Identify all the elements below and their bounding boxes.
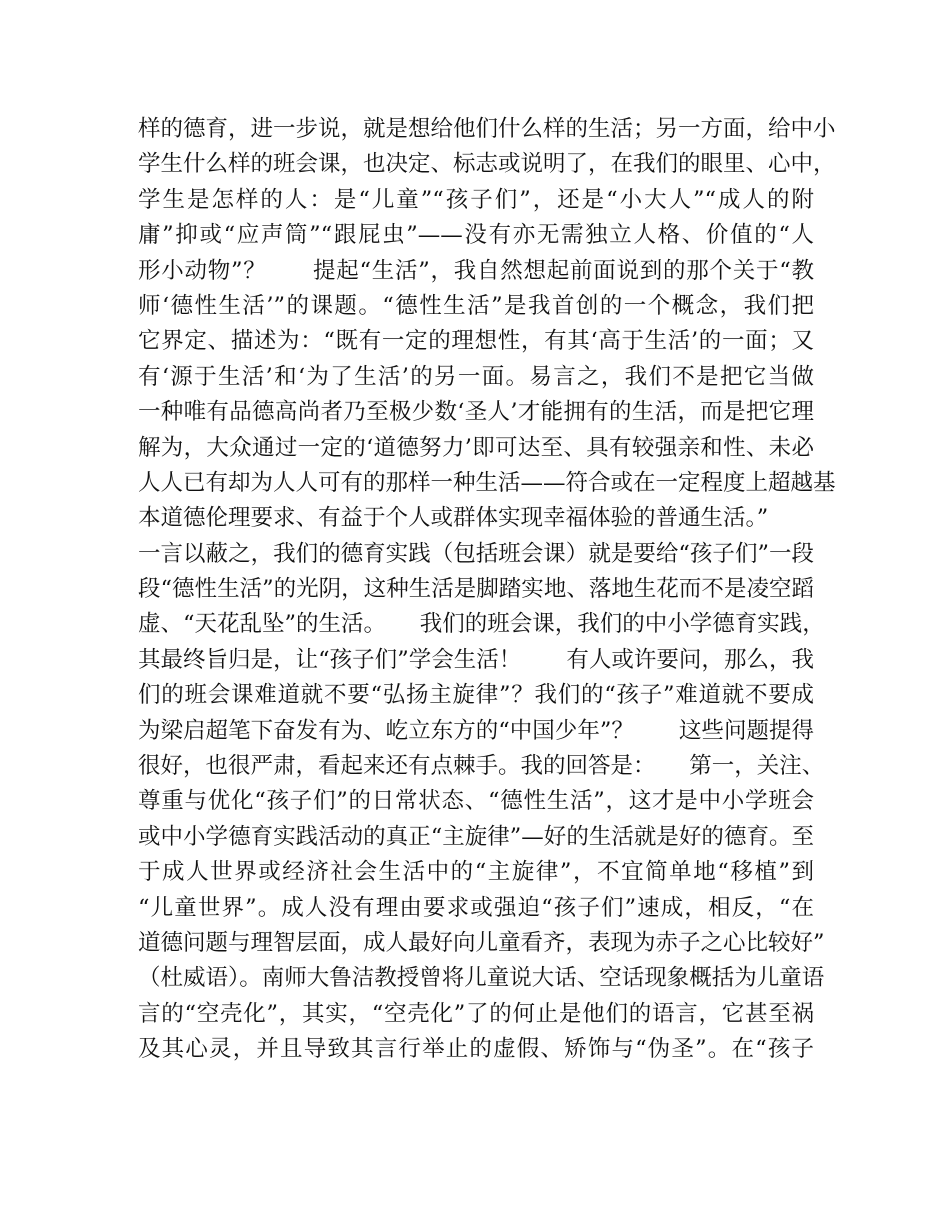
text-line: 师‘德性生活’”的课题。“德性生活”是我首创的一个概念，我们把: [138, 292, 814, 319]
text-line: 于成人世界或经济社会生活中的“主旋律”，不宜简单地“移植”到: [138, 859, 814, 886]
text-line: 样的德育，进一步说，就是想给他们什么样的生活；另一方面，给中小: [138, 116, 836, 142]
text-line: 解为，大众通过一定的‘道德努力’即可达至、具有较强亲和性、未必: [138, 434, 814, 461]
text-line: 庸”抑或“应声筒”“跟屁虫”——没有亦无需独立人格、价值的“人: [138, 222, 814, 249]
text-line: 人人已有却为人人可有的那样一种生活——符合或在一定程度上超越基: [138, 469, 836, 496]
text-line: 或中小学德育实践活动的真正“主旋律”—好的生活就是好的德育。至: [138, 823, 814, 850]
text-line: 形小动物”？ 提起“生活”，我自然想起前面说到的那个关于“教: [138, 257, 814, 284]
text-line: “儿童世界”。成人没有理由要求或强迫“孩子们”速成，相反，“在: [138, 894, 814, 921]
body-text: [138, 112, 836, 1068]
text-line: 它界定、描述为：“既有一定的理想性，有其‘高于生活’的一面；又: [138, 328, 814, 355]
text-line: 为梁启超笔下奋发有为、屹立东方的“中国少年”？ 这些问题提得: [138, 717, 814, 744]
text-line: 们的班会课难道就不要“弘扬主旋律”？我们的“孩子”难道就不要成: [138, 682, 814, 709]
text-line: 虚、“天花乱坠”的生活。 我们的班会课，我们的中小学德育实践，: [138, 611, 825, 638]
text-line: 尊重与优化“孩子们”的日常状态、“德性生活”，这才是中小学班会: [138, 788, 814, 815]
text-line: 学生什么样的班会课，也决定、标志或说明了，在我们的眼里、心中，: [138, 151, 836, 178]
text-line: 很好，也很严肃，看起来还有点棘手。我的回答是： 第一，关注、: [138, 753, 825, 780]
text-line: 及其心灵，并且导致其言行举止的虚假、矫饰与“伪圣”。在“孩子: [138, 1036, 814, 1063]
text-line: （杜威语）。南师大鲁洁教授曾将儿童说大话、空话现象概括为儿童语: [138, 965, 825, 992]
text-line: 段“德性生活”的光阴，这种生活是脚踏实地、落地生花而不是凌空蹈: [138, 576, 814, 603]
text-line: 一言以蔽之，我们的德育实践（包括班会课）就是要给“孩子们”一段: [138, 540, 814, 567]
text-line: 学生是怎样的人：是“儿童”“孩子们”，还是“小大人”“成人的附: [138, 186, 814, 213]
text-line: 本道德伦理要求、有益于个人或群体实现幸福体验的普通生活。”: [138, 505, 769, 532]
text-line: 其最终旨归是，让“孩子们”学会生活！ 有人或许要问，那么，我: [138, 646, 814, 673]
text-line: 言的“空壳化”，其实，“空壳化”了的何止是他们的语言，它甚至祸: [138, 1000, 814, 1027]
text-line: 一种唯有品德高尚者乃至极少数‘圣人’才能拥有的生活，而是把它理: [138, 399, 814, 426]
text-line: 道德问题与理智层面，成人最好向儿童看齐，表现为赤子之心比较好”: [138, 929, 825, 956]
text-line: 有‘源于生活’和‘为了生活’的另一面。易言之，我们不是把它当做: [138, 363, 814, 390]
